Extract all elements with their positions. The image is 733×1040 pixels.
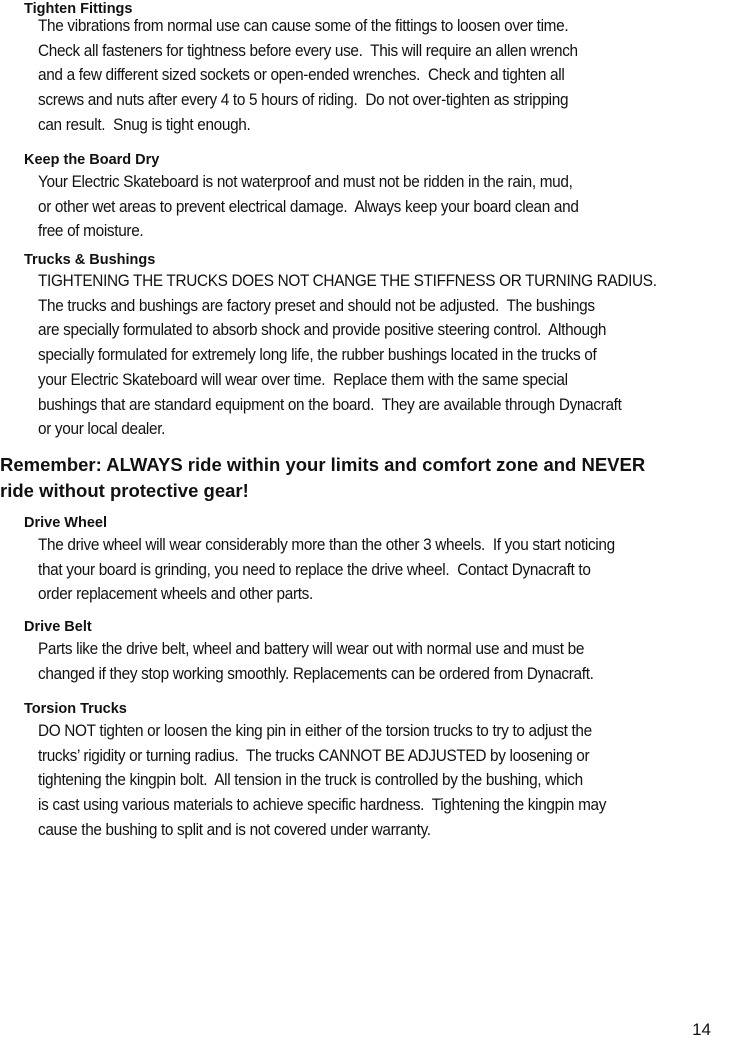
text-trucks-bushings: TIGHTENING THE TRUCKS DOES NOT CHANGE THE STIFFNESS OR TURNING RADIUS. The trucks and bushings are factory preset and should not be adjusted. The bushings are specially formulated to absorb shock and provide positive steering control. Although specially formulated for extremely long life, the rubber bushings located in the trucks of your Electric Skateboard will wear over time. Replace them with the same special bushings that are standard equipment on the board. They are available through Dynacraft or your local dealer.	[38, 272, 657, 439]
text-torsion-trucks: DO NOT tighten or loosen the king pin in either of the torsion trucks to try to adjust the trucks’ rigidity or turning radius. The trucks CANNOT BE ADJUSTED by loosening or tightening the kingpin bolt. All tension in the truck is controlled by the bushing, which is cast using various materials to achieve specific hardness. Tightening the kingpin may cause the bushing to split and is not covered under warranty.	[38, 722, 607, 839]
text-drive-belt: Parts like the drive belt, wheel and battery will wear out with normal use and must be changed if they stop working smoothly. Replacements can be ordered from Dynacraft.	[38, 640, 594, 683]
safety-callout: Remember: ALWAYS ride within your limits and comfort zone and NEVER ride without protective gear!	[0, 454, 646, 501]
text-tighten-fittings: The vibrations from normal use can cause some of the fittings to loosen over time. Check all fasteners for tightness before every use. This will require an allen wrench and a few different sized sockets or open-ended wrenches. Check and tighten all screws and nuts after every 4 to 5 hours of riding. Do not over-tighten as stripping can result. Snug is tight enough.	[38, 17, 578, 134]
heading-drive-wheel: Drive Wheel	[24, 515, 107, 531]
heading-keep-board-dry: Keep the Board Dry	[24, 152, 160, 168]
heading-torsion-trucks: Torsion Trucks	[24, 701, 127, 717]
heading-drive-belt: Drive Belt	[24, 619, 92, 635]
text-keep-board-dry: Your Electric Skateboard is not waterproof and must not be ridden in the rain, mud, or other wet areas to prevent electrical damage. Always keep your board clean and free of moisture.	[38, 173, 579, 241]
heading-trucks-bushings: Trucks & Bushings	[24, 252, 156, 268]
heading-tighten-fittings: Tighten Fittings	[24, 1, 133, 17]
page-number: 14	[692, 1020, 711, 1039]
text-drive-wheel: The drive wheel will wear considerably more than the other 3 wheels. If you start noticing that your board is grinding, you need to replace the drive wheel. Contact Dynacraft to order replacement wheels and other parts.	[38, 536, 615, 604]
